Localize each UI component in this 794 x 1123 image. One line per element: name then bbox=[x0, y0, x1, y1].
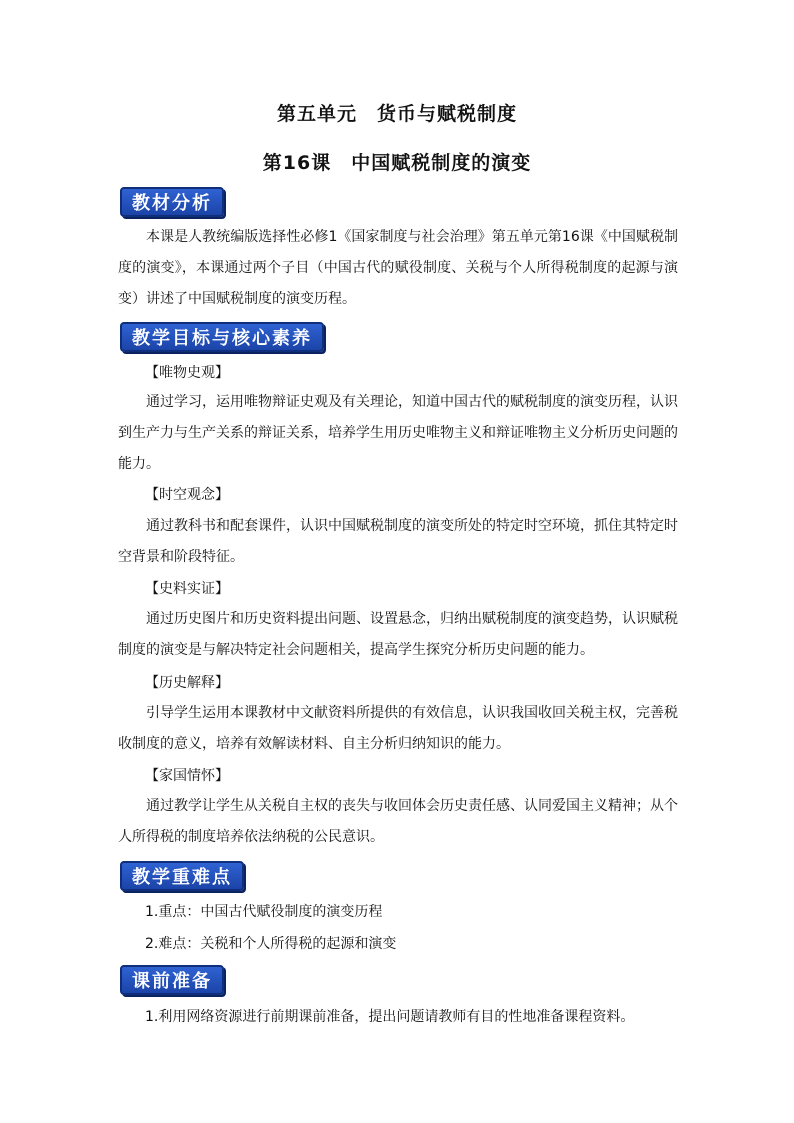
goal-heading-spacetime: 【时空观念】 bbox=[145, 487, 229, 503]
goal-text-spacetime: 通过教科书和配套课件，认识中国赋税制度的演变所处的特定时空环境，抓住其特定时空背景和阶段特征。 bbox=[118, 518, 678, 565]
key-point-item: 1.重点：中国古代赋役制度的演变历程 bbox=[145, 904, 383, 920]
goal-text-interpretation: 引导学生运用本课教材中文献资料所提供的有效信息，认识我国收回关税主权，完善税收制度的意义，培养有效解读材料、自主分析归纳知识的能力。 bbox=[118, 705, 678, 752]
goal-heading-interpretation: 【历史解释】 bbox=[145, 675, 229, 691]
section-badge-goals: 教学目标与核心素养 bbox=[120, 322, 324, 352]
section-badge-preparation: 课前准备 bbox=[120, 965, 224, 995]
section-badge-key-points: 教学重难点 bbox=[120, 861, 244, 891]
difficult-point-item: 2.难点：关税和个人所得税的起源和演变 bbox=[145, 936, 397, 952]
goal-heading-materialism: 【唯物史观】 bbox=[145, 365, 229, 381]
preparation-item: 1.利用网络资源进行前期课前准备，提出问题请教师有目的性地准备课程资料。 bbox=[145, 1009, 635, 1025]
analysis-paragraph: 本课是人教统编版选择性必修1《国家制度与社会治理》第五单元第16课《中国赋税制度的演变》，本课通过两个子目（中国古代的赋役制度、关税与个人所得税制度的起源与演变）讲述了中国赋税制度的演变历程。 bbox=[118, 229, 678, 307]
unit-title: 第五单元 货币与赋税制度 bbox=[276, 103, 517, 125]
section-badge-analysis: 教材分析 bbox=[120, 187, 224, 217]
lesson-title: 第16课 中国赋税制度的演变 bbox=[262, 152, 532, 174]
goal-text-patriotism: 通过教学让学生从关税自主权的丧失与收回体会历史责任感、认同爱国主义精神；从个人所得税的制度培养依法纳税的公民意识。 bbox=[118, 798, 678, 845]
goal-heading-patriotism: 【家国情怀】 bbox=[145, 768, 229, 784]
goal-text-evidence: 通过历史图片和历史资料提出问题、设置悬念，归纳出赋税制度的演变趋势，认识赋税制度的演变是与解决特定社会问题相关，提高学生探究分析历史问题的能力。 bbox=[118, 611, 678, 658]
goal-text-materialism: 通过学习，运用唯物辩证史观及有关理论，知道中国古代的赋税制度的演变历程，认识到生产力与生产关系的辩证关系，培养学生用历史唯物主义和辩证唯物主义分析历史问题的能力。 bbox=[118, 394, 678, 472]
goal-heading-evidence: 【史料实证】 bbox=[145, 581, 229, 597]
